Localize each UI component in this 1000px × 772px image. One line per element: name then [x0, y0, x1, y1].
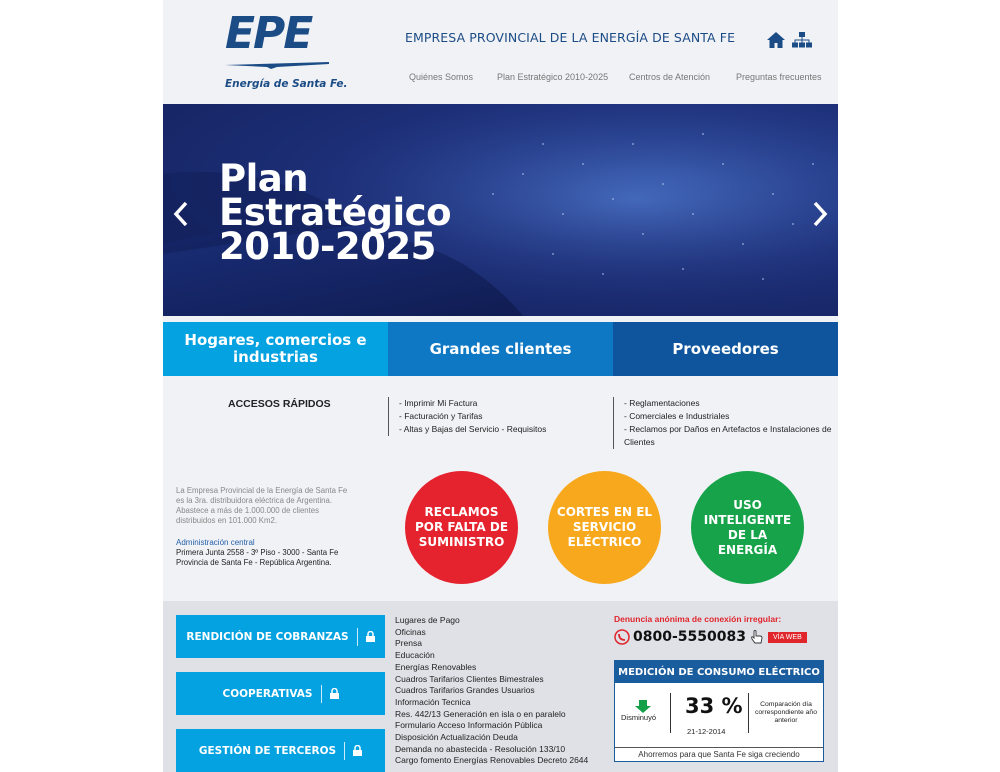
quick-access-col2 [613, 397, 831, 449]
meter-title: MEDICIÓN DE CONSUMO ELÉCTRICO [615, 661, 823, 683]
qa-altas-bajas[interactable]: - Altas y Bajas del Servicio - Requisitos [399, 424, 547, 434]
phone-icon [614, 629, 630, 645]
quick-access-title: ACCESOS RÁPIDOS [228, 398, 331, 410]
qa-facturacion-tarifas[interactable]: - Facturación y Tarifas [399, 411, 483, 421]
chevron-left-icon[interactable] [171, 200, 191, 228]
qa-reclamos-danos[interactable]: - Reclamos por Daños en Artefactos e Instalaciones de [624, 424, 832, 434]
admin-address [176, 548, 376, 568]
cortes-button[interactable]: CORTES EN EL SERVICIO ELÉCTRICO [548, 471, 661, 584]
tab-grandes-clientes[interactable]: Grandes clientes [388, 322, 613, 376]
meter-comparison: Comparación día correspondiente año anterior [755, 701, 817, 724]
hero-title-line2: Estratégico [219, 191, 452, 234]
link-energias-renovables[interactable]: Energías Renovables [395, 661, 477, 672]
link-demanda-no-abastecida[interactable]: Demanda no abastecida - Resolución 133/10 [395, 743, 566, 754]
arrow-down-icon [635, 700, 651, 713]
logo-subtitle: Energía de Santa Fe. [225, 78, 348, 90]
header-icons [766, 31, 812, 49]
divider [357, 628, 358, 646]
link-prensa[interactable]: Prensa [395, 638, 422, 649]
meter-footer: Ahorremos para que Santa Fe siga creciendo [615, 747, 823, 761]
lock-icon [330, 688, 339, 699]
admin-address-line1: Primera Junta 2558 - 3º Piso - 3000 - Santa Fe [176, 548, 339, 557]
nav-plan-estrategico[interactable]: Plan Estratégico 2010-2025 [497, 72, 609, 82]
admin-address-line2: Provincia de Santa Fe - República Argentina. [176, 558, 332, 567]
link-informacion-tecnica[interactable]: Información Tecnica [395, 696, 471, 707]
meter-percent: 33 % [685, 694, 743, 718]
about-text: La Empresa Provincial de la Energía de Santa Fe es la 3ra. distribuidora eléctrica de Argentina. Abastece a más de 1.000.000 de clientes distribuidos en 101.000 Km2. [176, 486, 348, 525]
divider [670, 693, 671, 733]
site-header [163, 0, 838, 104]
tab-proveedores[interactable]: Proveedores [613, 322, 838, 376]
logo-swoosh-icon [225, 61, 329, 69]
divider [321, 685, 322, 703]
nav-quienes-somos[interactable]: Quiénes Somos [409, 72, 474, 82]
denuncia-phone-row [614, 629, 807, 645]
divider [748, 693, 749, 733]
pointer-hand-icon [749, 629, 765, 645]
customer-tabs [163, 322, 838, 376]
quick-access-col1 [388, 397, 546, 436]
link-oficinas[interactable]: Oficinas [395, 626, 426, 637]
page [163, 0, 838, 772]
link-formulario-acceso[interactable]: Formulario Acceso Información Pública [395, 720, 543, 731]
bottom-section [163, 601, 838, 772]
hero-title [219, 157, 452, 268]
consumption-meter [614, 660, 824, 762]
lock-icon [353, 745, 362, 756]
sitemap-icon[interactable] [792, 31, 812, 49]
link-lugares-pago[interactable]: Lugares de Pago [395, 615, 460, 625]
link-cuadros-grandes-usuarios[interactable]: Cuadros Tarifarios Grandes Usuarios [395, 685, 535, 696]
qa-comerciales-industriales[interactable]: - Comerciales e Industriales [624, 411, 730, 421]
link-cuadros-bimestrales[interactable]: Cuadros Tarifarios Clientes Bimestrales [395, 673, 544, 684]
nav-preguntas-frecuentes[interactable]: Preguntas frecuentes [736, 72, 822, 82]
links-list [395, 615, 588, 767]
link-educacion[interactable]: Educación [395, 650, 435, 661]
gestion-terceros-button[interactable] [176, 729, 385, 772]
nav-centros-atencion[interactable]: Centros de Atención [629, 72, 711, 82]
qa-imprimir-factura[interactable]: - Imprimir Mi Factura [399, 398, 478, 408]
company-name: EMPRESA PROVINCIAL DE LA ENERGÍA DE SANTA FE [405, 30, 736, 45]
link-disposicion-deuda[interactable]: Disposición Actualización Deuda [395, 732, 518, 743]
denuncia-label: Denuncia anónima de conexión irregular: [614, 614, 782, 624]
logo-mark: EPE [225, 8, 312, 59]
cooperativas-label: COOPERATIVAS [222, 687, 313, 700]
divider [344, 742, 345, 760]
chevron-right-icon[interactable] [810, 200, 830, 228]
gestion-terceros-label: GESTIÓN DE TERCEROS [198, 744, 337, 757]
hero-banner[interactable] [163, 104, 838, 316]
meter-trend: Disminuyó [621, 713, 657, 722]
tab-hogares[interactable]: Hogares, comercios e industrias [163, 322, 388, 376]
rendicion-cobranzas-label: RENDICIÓN DE COBRANZAS [186, 630, 349, 643]
denuncia-phone[interactable]: 0800-5550083 [633, 629, 746, 645]
via-web-button[interactable]: VÍA WEB [768, 632, 807, 643]
cooperativas-button[interactable] [176, 672, 385, 715]
reclamos-button[interactable]: RECLAMOS POR FALTA DE SUMINISTRO [405, 471, 518, 584]
link-cargo-fomento[interactable]: Cargo fomento Energías Renovables Decreto 2644 [395, 755, 589, 766]
lock-icon [366, 631, 375, 642]
link-res-442[interactable]: Res. 442/13 Generación en isla o en paralelo [395, 708, 566, 719]
hero-title-line3: 2010-2025 [219, 225, 436, 268]
home-icon[interactable] [766, 31, 786, 49]
meter-date: 21-12-2014 [687, 727, 726, 736]
admin-title: Administración central [176, 538, 255, 547]
hero-title-line1: Plan [219, 157, 309, 200]
qa-reglamentaciones[interactable]: - Reglamentaciones [624, 398, 700, 408]
uso-inteligente-button[interactable]: USO INTELIGENTE DE LA ENERGÍA [691, 471, 804, 584]
qa-reclamos-danos-cont[interactable]: Clientes [624, 437, 655, 447]
epe-logo[interactable] [225, 8, 348, 90]
rendicion-cobranzas-button[interactable] [176, 615, 385, 658]
